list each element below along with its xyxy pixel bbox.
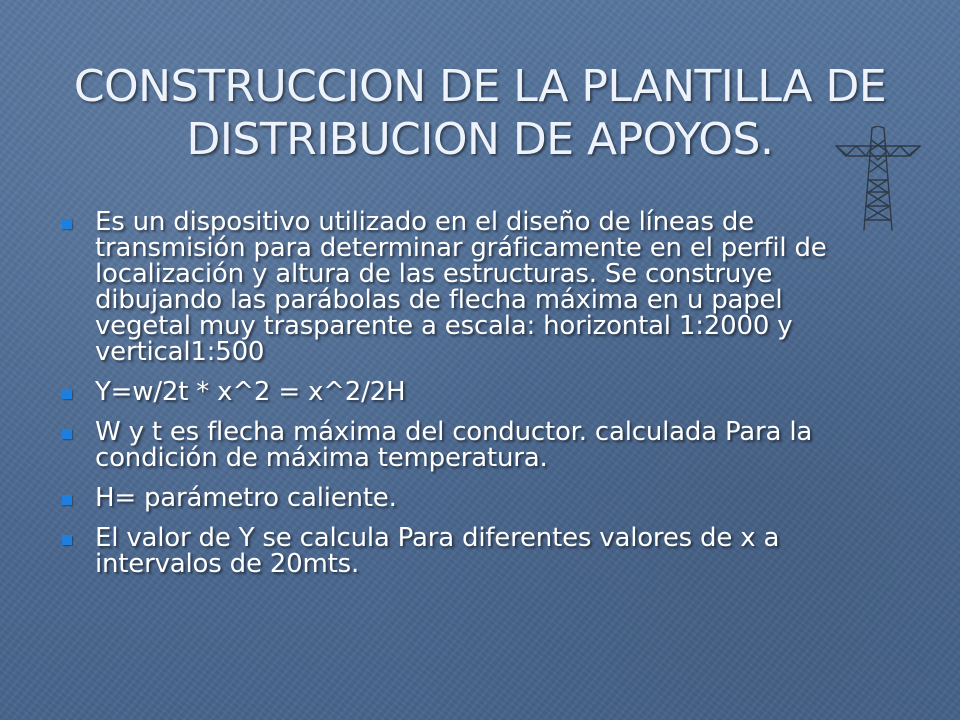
bullet-item <box>62 419 912 471</box>
bullet-item <box>62 379 912 405</box>
title-line-1: CONSTRUCCION DE LA PLANTILLA DE <box>73 61 887 112</box>
title-line-2: DISTRIBUCION DE APOYOS. <box>186 114 774 165</box>
square-bullet-icon <box>62 389 72 399</box>
bullet-line: localización y altura de las estructuras. Se construye <box>95 259 773 289</box>
square-bullet-icon <box>62 219 72 229</box>
bullet-line: transmisión para determinar gráficamente en el perfil de <box>95 233 827 263</box>
bullet-line: Es un dispositivo utilizado en el diseño de líneas de <box>95 207 754 237</box>
bullet-item <box>62 209 912 365</box>
bullet-list <box>62 209 912 591</box>
bullet-line: condición de máxima temperatura. <box>95 443 548 473</box>
bullet-line: W y t es flecha máxima del conductor. calculada Para la <box>95 417 813 447</box>
square-bullet-icon <box>62 535 72 545</box>
bullet-line: vertical1:500 <box>95 337 265 367</box>
bullet-item <box>62 525 912 577</box>
bullet-line: dibujando las parábolas de flecha máxima en u papel <box>95 285 783 315</box>
bullet-line: Y=w/2t * x^2 = x^2/2H <box>95 377 406 407</box>
square-bullet-icon <box>62 495 72 505</box>
slide-title <box>30 60 930 166</box>
bullet-line: H= parámetro caliente. <box>95 483 397 513</box>
square-bullet-icon <box>62 429 72 439</box>
bullet-item <box>62 485 912 511</box>
bullet-line: vegetal muy trasparente a escala: horizontal 1:2000 y <box>95 311 793 341</box>
bullet-line: intervalos de 20mts. <box>95 549 360 579</box>
bullet-line: El valor de Y se calcula Para diferentes valores de x a <box>95 523 780 553</box>
